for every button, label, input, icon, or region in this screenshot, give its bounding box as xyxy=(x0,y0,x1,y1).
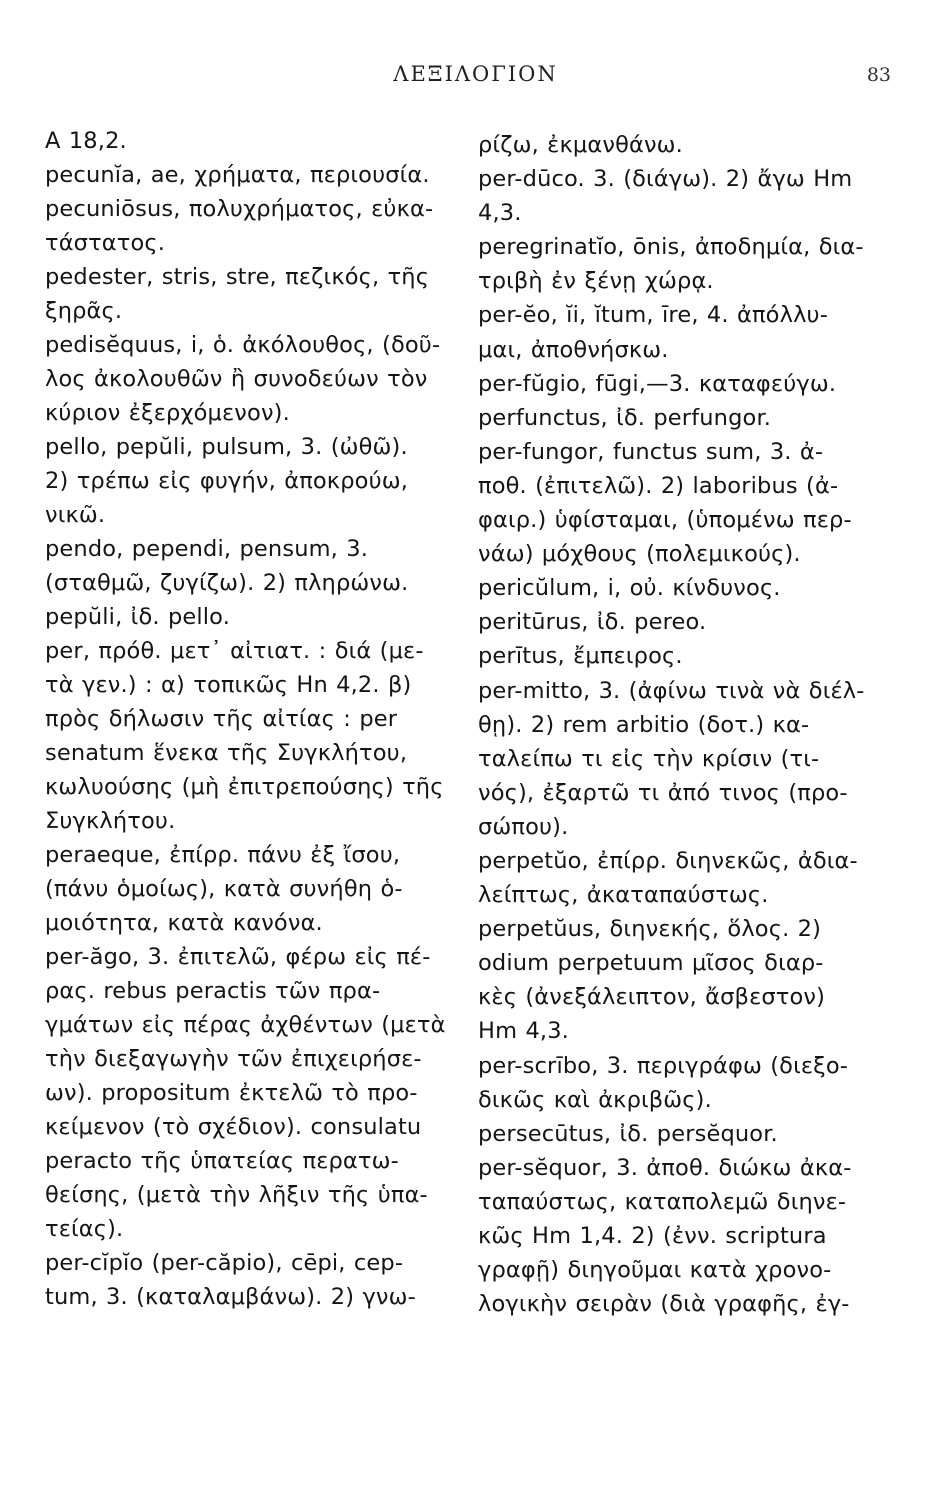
text-line: per-sĕquor, 3. ἀποθ. διώκω ἀκα- xyxy=(478,1154,852,1181)
text-line: κωλυούσης (μὴ ἐπιτρεπούσης) τῆς xyxy=(45,774,444,800)
left-column xyxy=(45,124,463,1314)
text-line: Hm 4,3. xyxy=(478,1018,569,1045)
page-title: ΛΕΞΙΛΟΓΙΟΝ xyxy=(393,62,558,86)
text-line: ρίζω, ἐκμανθάνω. xyxy=(478,132,683,158)
text-line: per-cĭpĭo (per-căpio), cēpi, cep- xyxy=(45,1250,404,1276)
text-line: (σταθμῶ, ζυγίζω). 2) πληρώνω. xyxy=(45,570,409,596)
text-line: ταλείπω τι εἰς τὴν κρίσιν (τι- xyxy=(478,745,820,772)
text-line: τὴν διεξαγωγὴν τῶν ἐπιχειρήσε- xyxy=(45,1046,422,1072)
text-line: odium perpetuum μῖσος διαρ- xyxy=(478,950,824,977)
text-line: τάστατος. xyxy=(45,230,166,256)
text-line: δικῶς καὶ ἀκριβῶς). xyxy=(478,1086,712,1113)
text-line: perītus, ἔμπειρος. xyxy=(478,643,683,670)
text-line: per-ăgo, 3. ἐπιτελῶ, φέρω εἰς πέ- xyxy=(45,944,431,970)
text-line: peraeque, ἐπίρρ. πάνυ ἐξ ἴσου, xyxy=(45,842,401,868)
text-line: per-scrībo, 3. περιγράφω (διεξο- xyxy=(478,1052,849,1079)
text-line: λείπτως, ἀκαταπαύστως. xyxy=(478,882,769,909)
text-line: νικῶ. xyxy=(45,502,106,528)
text-line: λογικὴν σειρὰν (διὰ γραφῆς, ἐγ- xyxy=(478,1291,850,1318)
text-line: A 18,2. xyxy=(45,128,127,154)
text-line: (πάνυ ὁμοίως), κατὰ συνήθη ὁ- xyxy=(45,876,403,902)
text-line: pecuniōsus, πολυχρήματος, εὐκα- xyxy=(45,196,434,222)
text-line: κῶς Hm 1,4. 2) (ἐνν. scriptura xyxy=(478,1223,827,1249)
text-line: pello, pepŭli, pulsum, 3. (ὠθῶ). xyxy=(45,434,408,460)
text-line: peregrinatĭo, ōnis, ἀποδημία, δια- xyxy=(478,234,864,261)
text-line: νάω) μόχθους (πολεμικούς). xyxy=(478,541,801,568)
text-line: πρὸς δήλωσιν τῆς αἰτίας : per xyxy=(45,706,398,732)
text-line: pedisĕquus, i, ὁ. ἀκόλουθος, (δοῦ- xyxy=(45,332,441,358)
text-line: ων). propositum ἐκτελῶ τὸ προ- xyxy=(45,1080,418,1106)
text-line: γραφῇ) διηγοῦμαι κατὰ χρονο- xyxy=(478,1257,832,1284)
text-line: pedester, stris, stre, πεζικός, τῆς xyxy=(45,264,430,290)
text-line: κύριον ἐξερχόμενον). xyxy=(45,400,290,426)
text-line: per-dūco. 3. (διάγω). 2) ἄγω Hm xyxy=(478,166,853,193)
text-line: νός), ἐξαρτῶ τι ἀπό τινος (προ- xyxy=(478,779,848,806)
text-line: per-mitto, 3. (ἀφίνω τινὰ νὰ διέλ- xyxy=(478,677,865,704)
text-line: perfunctus, ἰδ. perfungor. xyxy=(478,404,772,431)
right-column xyxy=(478,128,908,1321)
text-line: perpetŭo, ἐπίρρ. διηνεκῶς, ἀδια- xyxy=(478,847,858,874)
text-line: peracto τῆς ὑπατείας περατω- xyxy=(45,1148,399,1174)
text-line: θείσης, (μετὰ τὴν λῆξιν τῆς ὑπα- xyxy=(45,1182,428,1208)
text-line: ποθ. (ἐπιτελῶ). 2) laboribus (ἀ- xyxy=(478,472,839,499)
text-line: σώπου). xyxy=(478,813,569,840)
text-line: λος ἀκολουθῶν ἢ συνοδεύων τὸν xyxy=(45,366,428,392)
text-line: τριβὴ ἐν ξένῃ χώρᾳ. xyxy=(478,268,714,295)
text-line: μοιότητα, κατὰ κανόνα. xyxy=(45,910,323,936)
text-line: κείμενον (τὸ σχέδιον). consulatu xyxy=(45,1114,422,1140)
running-head xyxy=(0,62,951,102)
text-line: pendo, pependi, pensum, 3. xyxy=(45,536,369,562)
text-line: perpetŭus, διηνεκής, ὅλος. 2) xyxy=(478,916,822,943)
text-line: senatum ἕνεκα τῆς Συγκλήτου, xyxy=(45,740,408,766)
text-line: ρας. rebus peractis τῶν πρα- xyxy=(45,978,381,1004)
text-line: θῃ). 2) rem arbitio (δοτ.) κα- xyxy=(478,711,810,738)
text-line: Συγκλήτου. xyxy=(45,808,176,834)
page-number: 83 xyxy=(866,64,891,86)
text-line: ταπαύστως, καταπολεμῶ διηνε- xyxy=(478,1188,847,1215)
text-line: pericŭlum, i, οὐ. κίνδυνος. xyxy=(478,575,781,602)
text-line: per, πρόθ. μετ᾽ αἰτιατ. : διά (με- xyxy=(45,638,424,664)
text-line: τείας). xyxy=(45,1216,124,1242)
text-line: persecūtus, ἰδ. persĕquor. xyxy=(478,1120,778,1147)
text-line: 2) τρέπω εἰς φυγήν, ἀποκρούω, xyxy=(45,468,409,494)
text-line: per-fŭgio, fūgi,—3. καταφεύγω. xyxy=(478,370,837,397)
text-line: 4,3. xyxy=(478,200,522,227)
text-line: tum, 3. (καταλαμβάνω). 2) γνω- xyxy=(45,1284,416,1310)
text-line: μαι, ἀποθνήσκω. xyxy=(478,336,669,363)
text-line: per-ĕo, ĭi, ĭtum, īre, 4. ἀπόλλυ- xyxy=(478,302,828,329)
text-line: ξηρᾶς. xyxy=(45,298,123,324)
text-line: κὲς (ἀνεξάλειπτον, ἄσβεστον) xyxy=(478,984,826,1011)
text-line: peritūrus, ἰδ. pereo. xyxy=(478,609,707,636)
text-line: γμάτων εἰς πέρας ἀχθέντων (μετὰ xyxy=(45,1012,446,1038)
text-line: φαιρ.) ὑφίσταμαι, (ὑπομένω περ- xyxy=(478,507,852,534)
text-line: τὰ γεν.) : α) τοπικῶς Hn 4,2. β) xyxy=(45,672,412,698)
text-line: per-fungor, functus sum, 3. ἀ- xyxy=(478,438,824,465)
text-line: pecunĭa, ae, χρήματα, περιουσία. xyxy=(45,162,430,188)
text-line: pepŭli, ἰδ. pello. xyxy=(45,604,231,630)
